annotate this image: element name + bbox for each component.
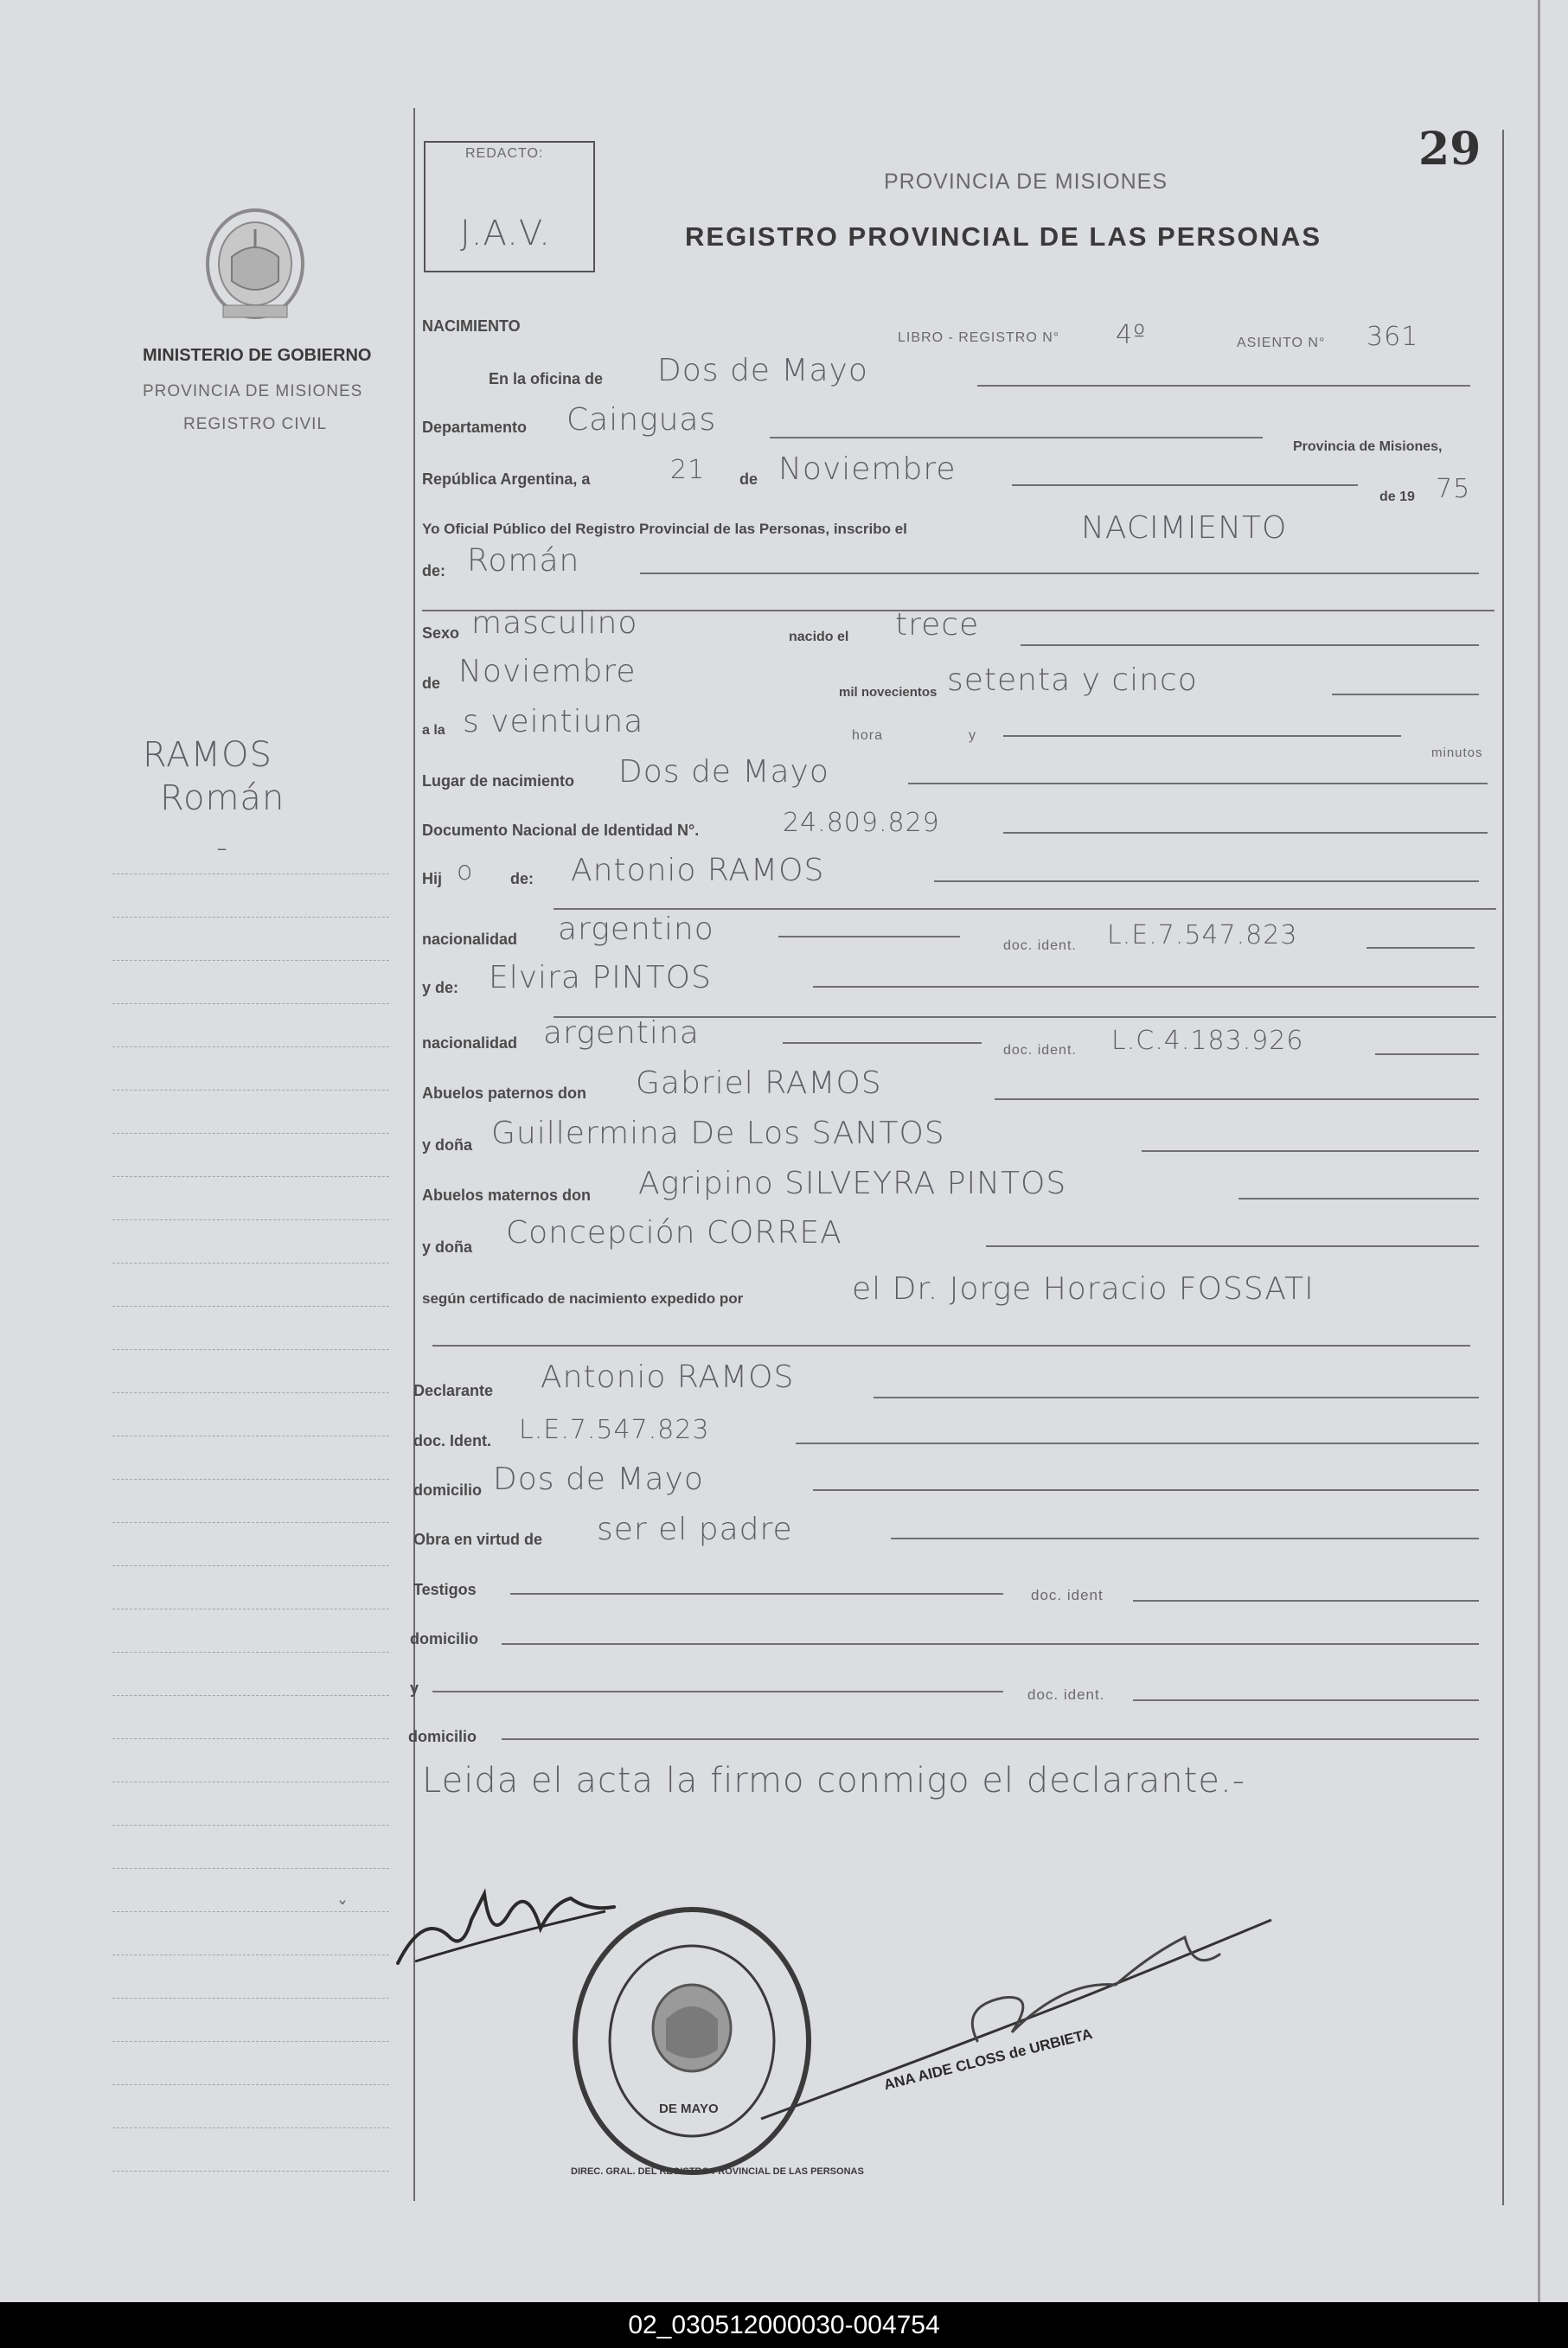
day-value: 21 [670,455,706,485]
fill-line [1142,1150,1479,1152]
minutos-label: minutos [1431,745,1483,760]
seal-center-text: DE MAYO [659,2102,719,2116]
form-right-border [1502,130,1504,2205]
de-nombre-label: de: [422,562,445,579]
abuelo-paterno-value: Gabriel RAMOS [636,1065,882,1101]
ministry-label: MINISTERIO DE GOBIERNO [143,346,372,365]
margin-rule [112,1090,389,1091]
official-seal [562,1898,822,2184]
margin-rule [112,917,389,918]
sexo-label: Sexo [422,624,460,642]
margin-rule [112,1003,389,1004]
margin-rule [112,873,389,874]
official-signature [752,1903,1289,2127]
fill-line [502,1643,1479,1645]
testigo-domicilio2-label: domicilio [408,1728,477,1745]
margin-rule [112,1695,389,1696]
fill-line [1133,1699,1479,1701]
margin-rule [112,2084,389,2085]
declarante-value: Antonio RAMOS [541,1360,795,1395]
margin-rule [112,1565,389,1566]
fill-line [1012,484,1358,486]
redacto-box [424,141,595,272]
testigo-doc2-label: doc. ident. [1027,1686,1105,1703]
year-label: de 19 [1379,489,1415,504]
anio-nac-value: setenta y cinco [947,662,1198,698]
abuela-materna-value: Concepción CORREA [506,1215,842,1251]
mes-nac-value: Noviembre [458,654,637,689]
margin-rule [112,960,389,961]
fill-line [1003,735,1401,737]
fill-line [432,1691,1003,1692]
abuela-paterna-value: Guillermina De Los SANTOS [491,1116,945,1151]
testigo-doc-label: doc. ident [1031,1587,1104,1603]
fill-line [640,573,1479,574]
fill-line [986,1245,1479,1247]
registry-title: REGISTRO PROVINCIAL DE LAS PERSONAS [685,221,1322,252]
fill-line [813,1489,1479,1491]
testigo-domicilio-label: domicilio [410,1630,479,1647]
margin-rule [112,1219,389,1220]
margin-rule [112,1392,389,1393]
nombre-value: Román [467,543,580,579]
margin-surname: RAMOS [143,735,272,775]
departamento-value: Cainguas [566,402,717,438]
hijo-suffix: o [457,856,474,886]
margin-rule [112,1306,389,1307]
lugar-label: Lugar de nacimiento [422,772,575,790]
fill-line [1366,947,1475,949]
nacido-label: nacido el [789,630,849,644]
doc-padre-value: L.E.7.547.823 [1107,920,1298,950]
libro-value: 4º [1116,320,1147,350]
declarante-label: Declarante [413,1382,494,1399]
hijo-de-label: de: [510,870,534,887]
dni-value: 24.809.829 [783,808,940,838]
oficina-value: Dos de Mayo [657,353,868,388]
hora-label: hora [852,728,884,743]
margin-given-name: Román [160,778,285,818]
ministry-province: PROVINCIA DE MISIONES [143,382,363,400]
oficial-text: Yo Oficial Público del Registro Provincial de las Personas, inscribo el [422,521,907,537]
fill-line [554,908,1496,910]
fill-line [770,437,1263,438]
fill-line [813,986,1479,988]
fill-line [1375,1053,1479,1055]
domicilio-value: Dos de Mayo [493,1462,704,1497]
yde-label: y de: [422,979,459,996]
margin-rule [112,2127,389,2128]
doc-padre-label: doc. ident. [1003,938,1077,953]
fill-line [891,1538,1479,1539]
fill-line [778,936,960,937]
official-name-stamp: ANA AIDE CLOSS de URBIETA [882,2025,1095,2094]
hijo-label: Hij [422,870,443,887]
alas-label: a la [422,723,445,738]
page-edge [1538,0,1540,2302]
closing-statement: Leida el acta la firmo conmigo el declarante.- [422,1761,1246,1801]
padre-value: Antonio RAMOS [571,853,825,888]
record-type-label: NACIMIENTO [422,317,521,335]
fill-line [796,1443,1479,1444]
margin-rule [112,1176,389,1177]
certificado-label: según certificado de nacimiento expedido por [422,1290,744,1307]
pencil-mark: ˇ [337,1898,348,1923]
testigo-y-label: y [410,1679,419,1697]
fill-line [977,385,1470,387]
lugar-value: Dos de Mayo [618,754,829,790]
month-value: Noviembre [778,451,957,487]
margin-rule [112,2041,389,2042]
declarante-doc-label: doc. Ident. [413,1432,491,1449]
redacto-label: REDACTO: [465,146,544,161]
fill-line [1133,1600,1479,1602]
margin-rule [112,1911,389,1912]
hora-value: s veintiuna [463,704,644,739]
libro-label: LIBRO - REGISTRO N° [898,330,1060,345]
page-number: 29 [1418,123,1482,176]
nacionalidad-madre-value: argentina [543,1015,700,1051]
asiento-value: 361 [1366,322,1419,352]
fill-line [908,783,1488,784]
asiento-label: ASIENTO N° [1237,336,1326,350]
margin-rule [112,2171,389,2172]
dni-label: Documento Nacional de Identidad N°. [422,822,700,839]
fill-line [995,1098,1479,1100]
margin-rule [112,1998,389,1999]
obra-label: Obra en virtud de [413,1531,543,1548]
coat-of-arms-emblem [197,203,314,324]
fill-line [510,1593,1003,1595]
margin-rule [112,1479,389,1480]
province-header: PROVINCIA DE MISIONES [884,170,1168,194]
provincia-label: Provincia de Misiones, [1293,439,1443,454]
margin-rule [112,1133,389,1134]
civil-registry-label: REGISTRO CIVIL [183,415,328,433]
margin-rule [112,1522,389,1523]
margin-rule [112,1738,389,1739]
abuelos-maternos-label: Abuelos maternos don [422,1187,592,1204]
abuela-materna-label: y doña [422,1238,473,1256]
obra-value: ser el padre [597,1512,793,1547]
mil-label: mil novecientos [839,685,938,700]
fill-line [1003,832,1488,834]
y-label: y [969,728,976,743]
nacionalidad-padre-label: nacionalidad [422,931,518,948]
fill-line [1332,694,1479,695]
departamento-label: Departamento [422,419,528,436]
margin-rule [112,1349,389,1350]
fill-line [783,1042,982,1044]
fill-line [874,1397,1479,1398]
testigos-label: Testigos [413,1581,477,1598]
margin-dash: - [216,830,228,866]
margin-rule [112,1825,389,1826]
margin-rule [112,1046,389,1047]
domicilio-label: domicilio [413,1481,483,1499]
fill-line [432,1345,1470,1347]
de-label: de [739,470,758,488]
abuela-paterna-label: y doña [422,1136,473,1154]
year-value: 75 [1436,474,1471,504]
redacto-value: J.A.V. [460,214,551,253]
fill-line [1238,1198,1479,1200]
fill-line [1021,644,1479,646]
republica-label: República Argentina, a [422,470,591,488]
oficina-label: En la oficina de [489,370,604,387]
nacionalidad-madre-label: nacionalidad [422,1034,518,1052]
certificado-value: el Dr. Jorge Horacio FOSSATI [852,1271,1315,1307]
nacionalidad-padre-value: argentino [558,912,714,947]
seal-ring-text: DIREC. GRAL. DEL REGISTRO PROVINCIAL DE LAS PERSONAS [571,2166,864,2177]
abuelos-paternos-label: Abuelos paternos don [422,1084,587,1102]
abuelo-materno-value: Agripino SILVEYRA PINTOS [638,1166,1067,1201]
fill-line [934,880,1479,882]
nacido-value: trece [895,607,980,643]
oficial-value: NACIMIENTO [1081,510,1288,546]
de-mes-label: de [422,675,441,692]
margin-rule [112,1263,389,1264]
madre-value: Elvira PINTOS [489,960,712,995]
doc-madre-value: L.C.4.183.926 [1111,1026,1304,1056]
doc-madre-label: doc. ident. [1003,1043,1077,1058]
fill-line [502,1738,1479,1740]
margin-rule [112,1868,389,1869]
footer-image-id: 02_030512000030-004754 [0,2302,1568,2348]
margin-rule [112,1652,389,1653]
sexo-value: masculino [471,605,638,641]
declarante-doc-value: L.E.7.547.823 [519,1415,710,1445]
